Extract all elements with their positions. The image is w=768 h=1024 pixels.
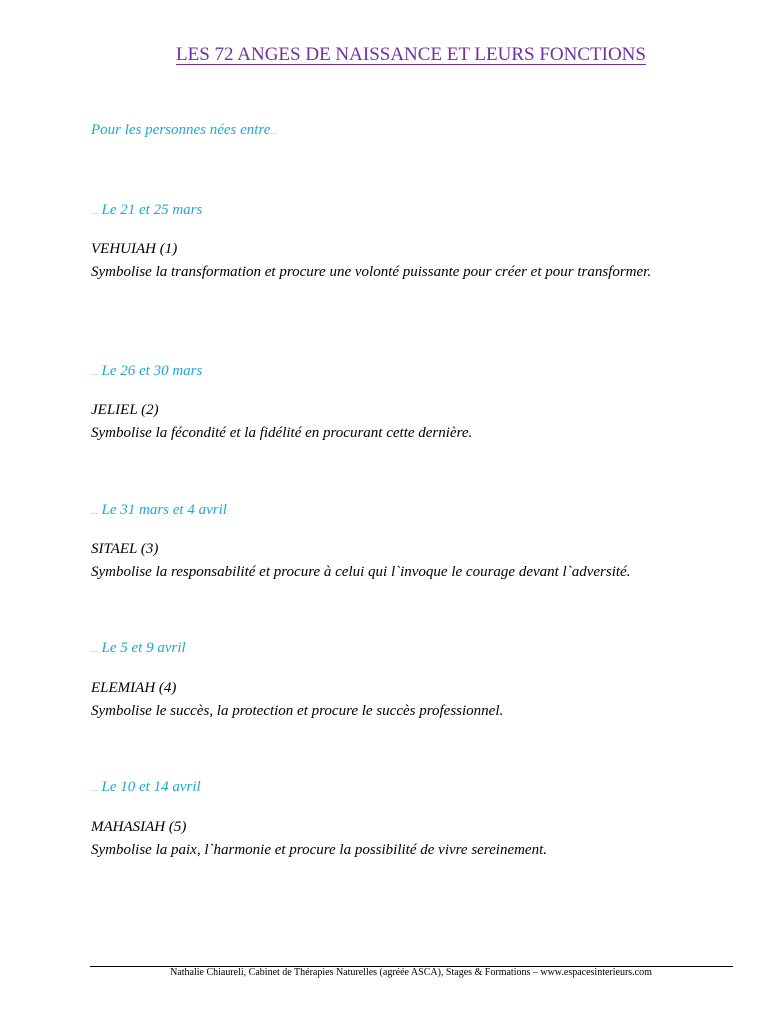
angel-description: Symbolise la responsabilité et procure à celui qui l`invoque le courage devant l`adversité. [91,564,631,580]
angel-name: VEHUIAH (1) [91,241,178,257]
date-text: Le 26 et 30 mars [101,363,203,379]
angel-name: SITAEL (3) [91,541,159,557]
date-ellipsis: ... [91,367,98,377]
entry-date [91,363,202,380]
date-text: Le 10 et 14 avril [101,779,201,795]
date-ellipsis: ... [91,644,98,654]
angel-entry [91,816,741,862]
angel-description: Symbolise la paix, l`harmonie et procure la possibilité de vivre sereinement. [91,842,548,858]
intro-text: Pour les personnes nées entre [91,122,271,138]
angel-entry [91,677,741,723]
date-ellipsis: ... [91,783,98,793]
entry-date [91,640,186,657]
date-text: Le 31 mars et 4 avril [101,502,227,518]
entry-date [91,779,201,796]
page-footer: Nathalie Chiaureli, Cabinet de Thérapies Naturelles (agréée ASCA), Stages & Formations – www.espacesinterieurs.com [170,967,652,978]
angel-description: Symbolise le succès, la protection et procure le succès professionnel. [91,703,504,719]
angel-name: ELEMIAH (4) [91,680,177,696]
entry-date [91,502,227,519]
angel-description: Symbolise la fécondité et la fidélité en procurant cette dernière. [91,425,473,441]
angel-description: Symbolise la transformation et procure une volonté puissante pour créer et pour transformer. [91,264,652,280]
date-ellipsis: ... [91,506,98,516]
angel-name: JELIEL (2) [91,402,159,418]
date-ellipsis: ... [91,206,98,216]
date-text: Le 21 et 25 mars [101,202,203,218]
intro-ellipsis: ... [270,126,278,136]
intro-line [91,122,277,139]
angel-entry [91,538,741,584]
document-title: LES 72 ANGES DE NAISSANCE ET LEURS FONCTIONS [176,44,646,65]
angel-name: MAHASIAH (5) [91,819,187,835]
entry-date [91,202,202,219]
angel-entry [91,399,741,445]
date-text: Le 5 et 9 avril [101,640,186,656]
angel-entry [91,238,741,284]
